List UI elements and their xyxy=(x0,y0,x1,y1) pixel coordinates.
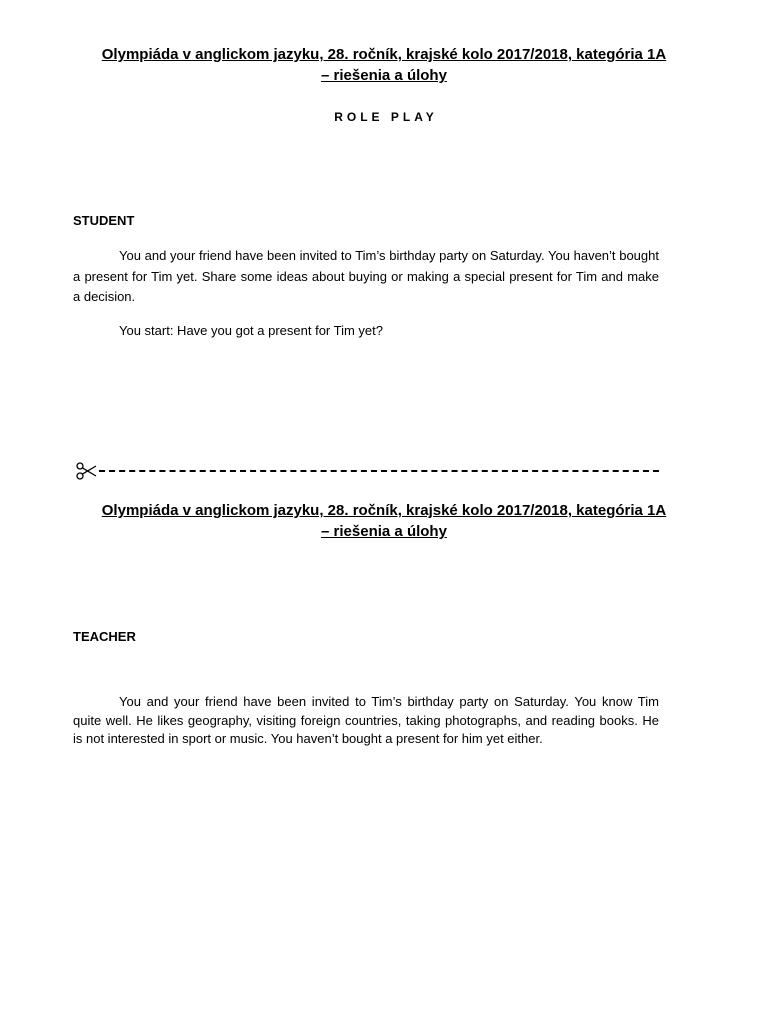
role-play-heading: ROLE PLAY xyxy=(334,110,438,124)
title-line-1: Olympiáda v anglickom jazyku, 28. ročník, krajské kolo 2017/2018, kategória 1A xyxy=(101,46,667,63)
page-title-bottom xyxy=(60,500,708,542)
teacher-label: TEACHER xyxy=(73,629,136,644)
title-line-1: Olympiáda v anglickom jazyku, 28. ročník, krajské kolo 2017/2018, kategória 1A xyxy=(101,502,667,519)
page-title-top xyxy=(60,44,708,86)
title-line-2: – riešenia a úlohy xyxy=(321,67,447,84)
student-start-line: You start: Have you got a present for Tim yet? xyxy=(119,323,383,338)
teacher-paragraph: You and your friend have been invited to Tim’s birthday party on Saturday. You know Tim quite well. He likes geography, visiting foreign countries, taking photographs, and reading books. He is not interested in sport or music. You haven’t bought a present for him yet either. xyxy=(73,694,659,746)
cut-line xyxy=(75,462,659,480)
scissors-icon xyxy=(75,462,97,480)
student-label: STUDENT xyxy=(73,213,135,228)
student-paragraph: You and your friend have been invited to Tim’s birthday party on Saturday. You haven’t bought a present for Tim yet. Share some ideas about buying or making a special present for Tim and make a decision. xyxy=(73,248,659,304)
cut-dashes xyxy=(99,470,659,472)
title-line-2: – riešenia a úlohy xyxy=(321,523,447,540)
